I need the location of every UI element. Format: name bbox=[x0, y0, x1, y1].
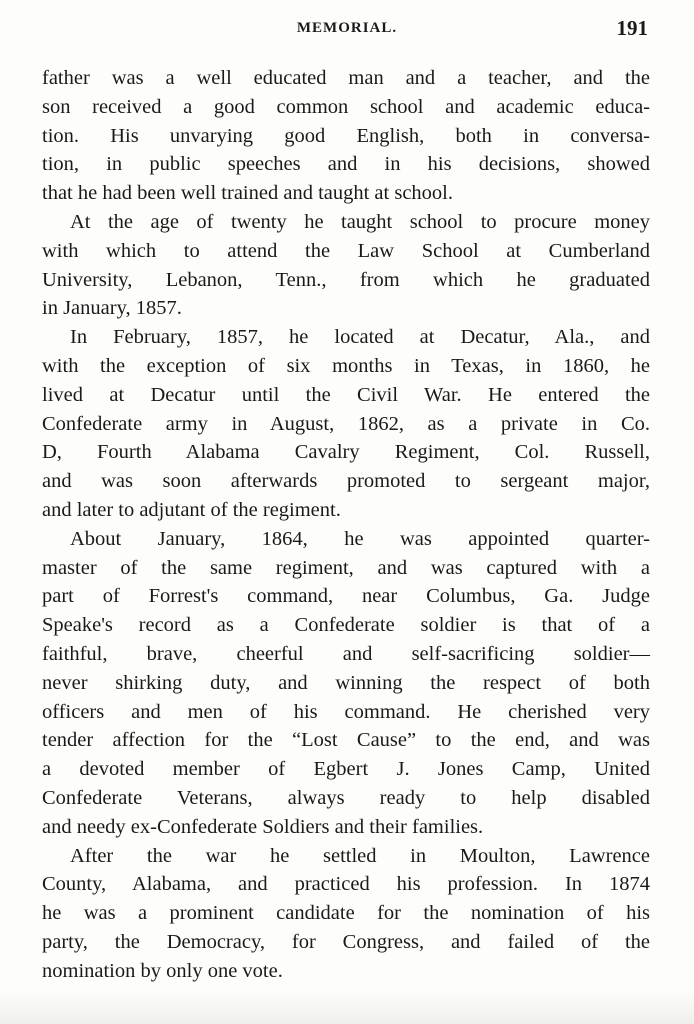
text-line: and needy ex-Confederate Soldiers and their families. bbox=[42, 815, 484, 838]
text-line: tender affection for the “Lost Cause” to the end, and was bbox=[42, 729, 650, 752]
paragraph bbox=[42, 323, 650, 525]
paragraph bbox=[42, 64, 650, 208]
text-line: About January, 1864, he was appointed quarter- bbox=[70, 527, 650, 550]
paragraph bbox=[42, 208, 650, 323]
running-title: MEMORIAL. bbox=[296, 20, 398, 36]
text-line: Confederate army in August, 1862, as a private in Co. bbox=[42, 412, 650, 435]
text-line: Speake's record as a Confederate soldier is that of a bbox=[42, 614, 650, 637]
text-line: tion, in public speeches and in his decisions, showed bbox=[42, 153, 650, 176]
text-line: After the war he settled in Moulton, Lawrence bbox=[70, 844, 650, 867]
text-line: son received a good common school and academic educa- bbox=[42, 95, 650, 118]
text-line: Confederate Veterans, always ready to help disabled bbox=[42, 786, 650, 809]
text-line: in January, 1857. bbox=[42, 297, 182, 320]
text-line: part of Forrest's command, near Columbus, Ga. Judge bbox=[42, 585, 650, 608]
text-line: that he had been well trained and taught at school. bbox=[42, 182, 454, 205]
text-line: faithful, brave, cheerful and self-sacrificing soldier— bbox=[42, 642, 650, 665]
text-line: master of the same regiment, and was captured with a bbox=[42, 556, 650, 579]
text-line: he was a prominent candidate for the nomination of his bbox=[42, 902, 650, 925]
text-line: County, Alabama, and practiced his profession. In 1874 bbox=[42, 873, 650, 896]
paragraph bbox=[42, 842, 650, 986]
text-line: with the exception of six months in Texas, in 1860, he bbox=[42, 354, 650, 377]
text-line: a devoted member of Egbert J. Jones Camp, United bbox=[42, 758, 650, 781]
text-line: father was a well educated man and a teacher, and the bbox=[42, 67, 650, 89]
running-head bbox=[42, 14, 652, 42]
body-text bbox=[42, 64, 650, 986]
text-line: officers and men of his command. He cherished very bbox=[42, 700, 650, 723]
page-number: 191 bbox=[616, 16, 648, 40]
text-line: never shirking duty, and winning the respect of both bbox=[42, 671, 650, 694]
text-line: nomination by only one vote. bbox=[42, 959, 283, 982]
text-line: lived at Decatur until the Civil War. He entered the bbox=[42, 383, 650, 406]
text-line: party, the Democracy, for Congress, and failed of the bbox=[42, 930, 650, 953]
text-line: At the age of twenty he taught school to procure money bbox=[70, 210, 650, 233]
text-line: tion. His unvarying good English, both in conversa- bbox=[42, 124, 650, 147]
text-line: with which to attend the Law School at Cumberland bbox=[42, 239, 650, 262]
text-line: D, Fourth Alabama Cavalry Regiment, Col. Russell, bbox=[42, 441, 650, 464]
paragraph bbox=[42, 525, 650, 842]
text-line: and was soon afterwards promoted to sergeant major, bbox=[42, 470, 650, 493]
text-line: University, Lebanon, Tenn., from which he graduated bbox=[42, 268, 650, 291]
text-line: In February, 1857, he located at Decatur, Ala., and bbox=[70, 326, 650, 349]
page-bottom-edge bbox=[0, 990, 694, 1024]
text-line: and later to adjutant of the regiment. bbox=[42, 498, 341, 521]
